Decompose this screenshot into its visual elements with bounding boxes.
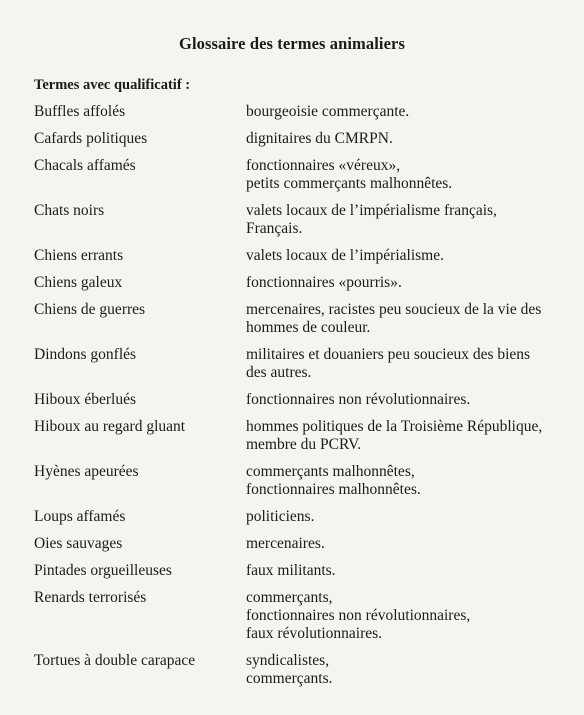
definition-line: commerçants. [246,670,333,687]
glossary-definition [246,535,576,553]
glossary-definition [246,652,576,688]
glossary-definition [246,247,576,265]
definition-line: hommes de couleur. [246,319,371,336]
glossary-term: Loups affamés [34,508,126,525]
glossary-definition [246,274,576,292]
definition-line: mercenaires. [246,535,325,552]
definition-line: faux militants. [246,562,336,579]
glossary-term: Hyènes apeurées [34,463,139,480]
glossary-term: Chats noirs [34,202,105,219]
glossary-term: Tortues à double carapace [34,652,196,669]
glossary-term: Cafards politiques [34,130,148,147]
definition-line: fonctionnaires «pourris». [246,274,402,291]
definition-line: hommes politiques de la Troisième République, [246,418,543,435]
glossary-term: Renards terrorisés [34,589,147,606]
definition-line: faux révolutionnaires. [246,625,383,642]
glossary-definition [246,391,576,409]
definition-line: fonctionnaires non révolutionnaires. [246,391,471,408]
glossary-term: Chiens de guerres [34,301,146,318]
glossary-term: Buffles affolés [34,103,126,120]
definition-line: politiciens. [246,508,315,525]
glossary-definition [246,301,576,337]
glossary-term: Oies sauvages [34,535,123,552]
glossary-definition [246,157,576,193]
glossary-definition [246,589,576,643]
definition-line: Français. [246,220,303,237]
definition-line: valets locaux de l’impérialisme. [246,247,444,264]
glossary-definition [246,463,576,499]
definition-line: dignitaires du CMRPN. [246,130,393,147]
glossary-term: Chacals affamés [34,157,136,174]
definition-line: des autres. [246,364,312,381]
definition-line: militaires et douaniers peu soucieux des biens [246,346,531,363]
definition-line: commerçants malhonnêtes, [246,463,415,480]
glossary-term: Chiens errants [34,247,124,264]
glossary-definition [246,202,576,238]
section-subtitle: Termes avec qualificatif : [34,77,191,93]
definition-line: syndicalistes, [246,652,330,669]
definition-line: mercenaires, racistes peu soucieux de la vie des [246,301,542,318]
glossary-term: Hiboux éberlués [34,391,137,408]
glossary-term: Dindons gonflés [34,346,137,363]
definition-line: fonctionnaires non révolutionnaires, [246,607,471,624]
glossary-definition [246,130,576,148]
definition-line: fonctionnaires malhonnêtes. [246,481,421,498]
glossary-term: Chiens galeux [34,274,123,291]
page-title: Glossaire des termes animaliers [179,34,405,53]
glossary-definition [246,103,576,121]
definition-line: fonctionnaires «véreux», [246,157,401,174]
definition-line: valets locaux de l’impérialisme français, [246,202,497,219]
glossary-definition [246,562,576,580]
definition-line: petits commerçants malhonnêtes. [246,175,453,192]
definition-line: membre du PCRV. [246,436,362,453]
glossary-definition [246,346,576,382]
glossary-definition [246,418,576,454]
definition-line: bourgeoisie commerçante. [246,103,410,120]
glossary-term: Pintades orgueilleuses [34,562,172,579]
definition-line: commerçants, [246,589,333,606]
glossary-term: Hiboux au regard gluant [34,418,186,435]
glossary-definition [246,508,576,526]
